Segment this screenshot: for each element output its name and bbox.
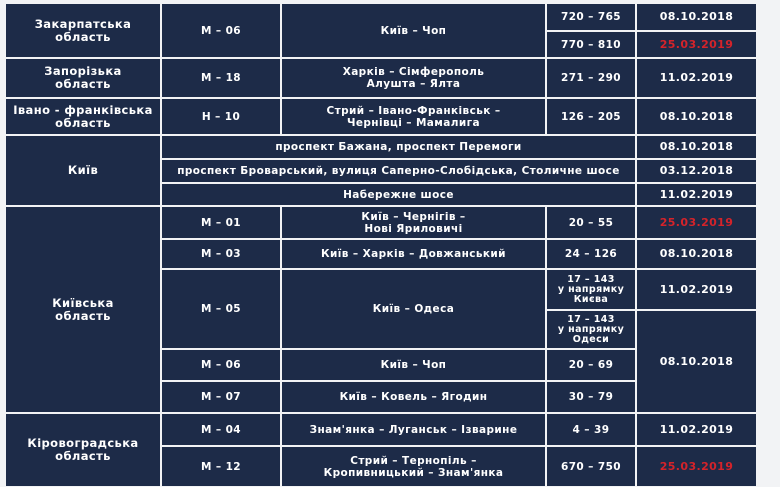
date-cell: 08.10.2018: [636, 3, 757, 31]
date-cell: 11.02.2019: [636, 58, 757, 98]
region-cell: Закарпатська область: [5, 3, 161, 58]
route-cell: Київ – Харків – Довжанський: [281, 239, 546, 269]
date-cell-highlight: 25.03.2019: [636, 446, 757, 487]
region-cell: Івано - франківська область: [5, 98, 161, 135]
route-cell: Київ – Чернігів – Нові Яриловичі: [281, 206, 546, 239]
road-code-cell: М – 12: [161, 446, 281, 487]
date-cell: 08.10.2018: [636, 239, 757, 269]
route-cell: Київ – Ковель – Ягодин: [281, 381, 546, 413]
date-cell: 08.10.2018: [636, 135, 757, 159]
km-range-cell: 126 – 205: [546, 98, 636, 135]
region-cell: Київ: [5, 135, 161, 206]
km-range-cell: 30 – 79: [546, 381, 636, 413]
date-cell: 11.02.2019: [636, 183, 757, 206]
km-range-cell: 670 – 750: [546, 446, 636, 487]
road-code-cell: М – 05: [161, 269, 281, 349]
street-cell: Набережне шосе: [161, 183, 636, 206]
route-cell: Київ – Чоп: [281, 3, 546, 58]
date-cell-highlight: 25.03.2019: [636, 31, 757, 58]
km-range-cell: 20 – 69: [546, 349, 636, 381]
date-cell-highlight: 25.03.2019: [636, 206, 757, 239]
road-code-cell: Н – 10: [161, 98, 281, 135]
road-code-cell: М – 06: [161, 349, 281, 381]
region-cell: Київська область: [5, 206, 161, 413]
street-cell: проспект Бажана, проспект Перемоги: [161, 135, 636, 159]
date-cell: 11.02.2019: [636, 269, 757, 310]
road-code-cell: М – 18: [161, 58, 281, 98]
region-cell: Запорізька область: [5, 58, 161, 98]
km-range-cell: 770 – 810: [546, 31, 636, 58]
road-code-cell: М – 03: [161, 239, 281, 269]
route-cell: Харків – Сімферополь Алушта – Ялта: [281, 58, 546, 98]
route-cell: Стрий – Тернопіль – Кропивницький – Знам'янка: [281, 446, 546, 487]
region-cell: Кіровоградська область: [5, 413, 161, 487]
route-cell: Київ – Одеса: [281, 269, 546, 349]
road-code-cell: М – 01: [161, 206, 281, 239]
road-code-cell: М – 07: [161, 381, 281, 413]
km-range-cell: 271 – 290: [546, 58, 636, 98]
km-range-cell: 720 – 765: [546, 3, 636, 31]
road-code-cell: М – 06: [161, 3, 281, 58]
date-cell: 03.12.2018: [636, 159, 757, 183]
km-range-cell: 4 – 39: [546, 413, 636, 446]
route-cell: Київ – Чоп: [281, 349, 546, 381]
km-range-cell: 17 – 143 у напрямку Одеси: [546, 310, 636, 349]
date-cell: 08.10.2018: [636, 98, 757, 135]
date-cell: 08.10.2018: [636, 310, 757, 413]
route-cell: Стрий – Івано-Франківськ – Чернівці – Мамалига: [281, 98, 546, 135]
date-cell: 11.02.2019: [636, 413, 757, 446]
street-cell: проспект Броварський, вулиця Саперно-Слобідська, Столичне шосе: [161, 159, 636, 183]
route-cell: Знам'янка – Луганськ – Ізварине: [281, 413, 546, 446]
km-range-cell: 20 – 55: [546, 206, 636, 239]
km-range-cell: 24 – 126: [546, 239, 636, 269]
road-code-cell: М – 04: [161, 413, 281, 446]
km-range-cell: 17 – 143 у напрямку Києва: [546, 269, 636, 310]
